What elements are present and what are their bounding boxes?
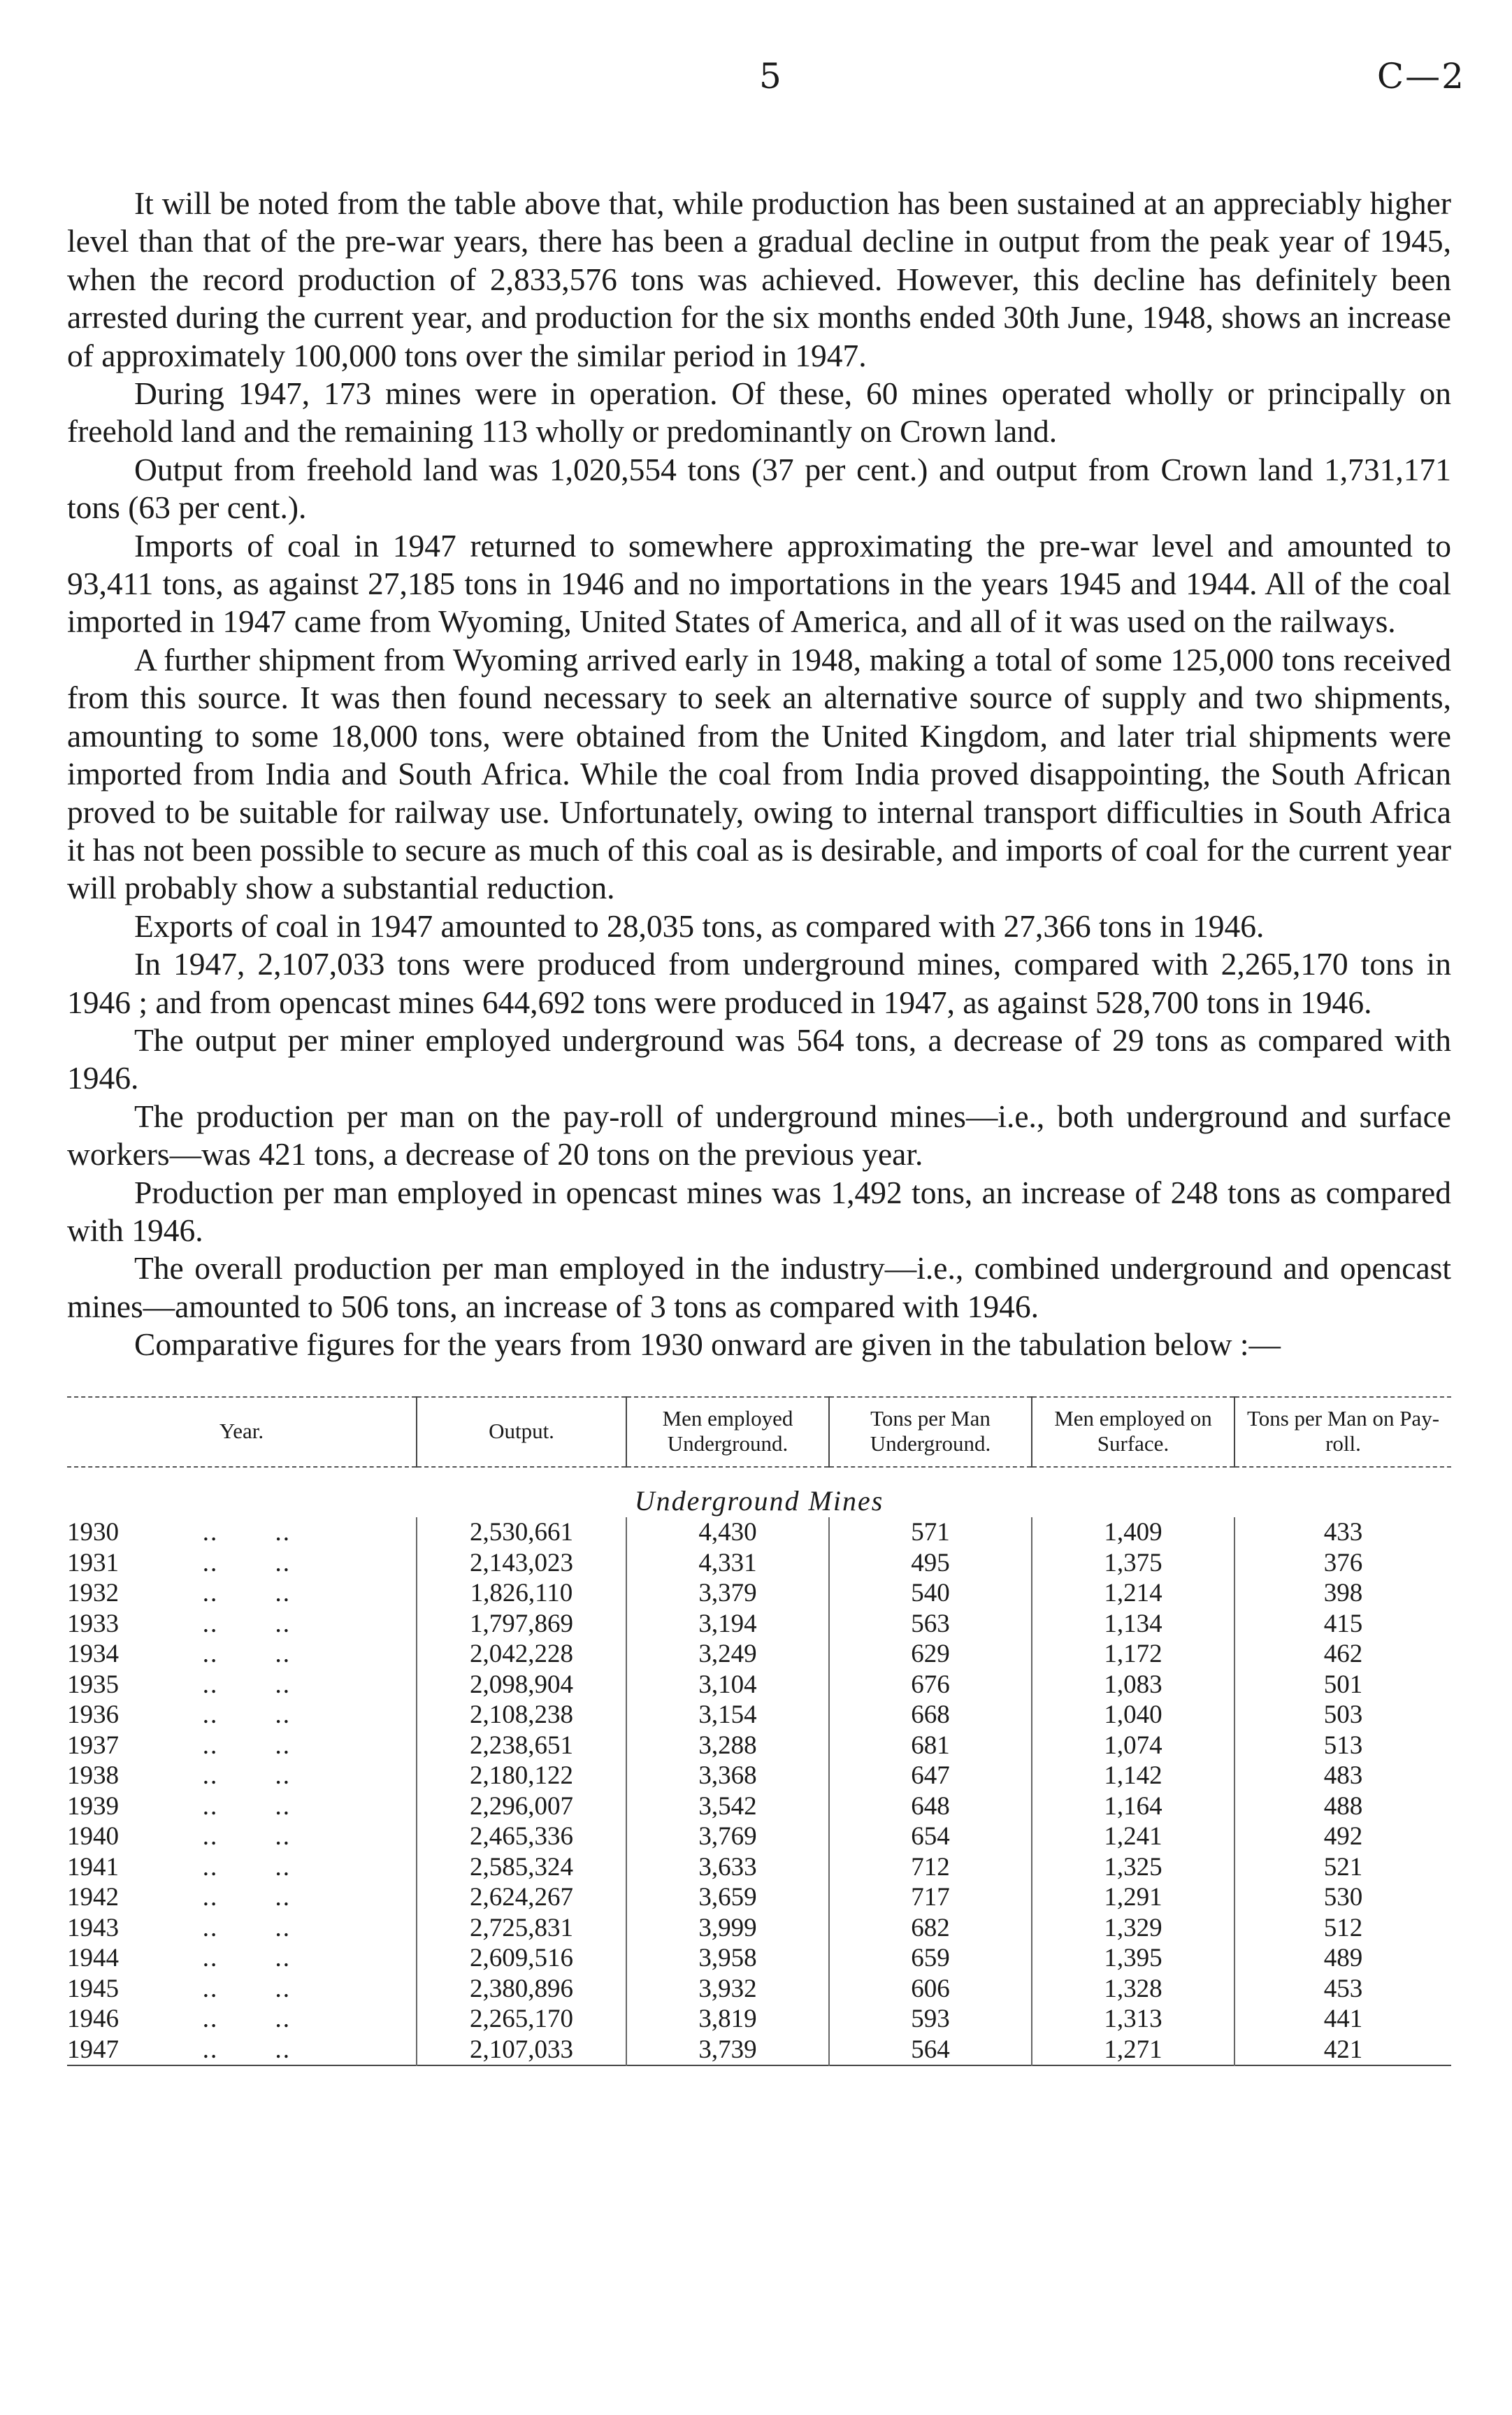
cell-output: 2,042,228 <box>417 1639 626 1670</box>
leader-dots: .. <box>275 1852 291 1882</box>
leader-dots: .. <box>202 1852 219 1882</box>
cell-men-underground: 3,958 <box>626 1943 829 1974</box>
table-row <box>67 1639 1451 1670</box>
leader-dots: .. <box>202 1518 219 1547</box>
page-number: 5 <box>759 56 782 96</box>
cell-tons-underground: 593 <box>829 2004 1032 2035</box>
table-row <box>67 1578 1451 1609</box>
leader-dots: .. <box>275 1730 291 1760</box>
cell-men-underground: 3,154 <box>626 1700 829 1730</box>
body-text <box>67 185 1451 1364</box>
table-row <box>67 1821 1451 1852</box>
cell-men-surface: 1,142 <box>1032 1761 1234 1791</box>
year-value: 1947 <box>67 2035 119 2064</box>
year-value: 1940 <box>67 1822 119 1851</box>
cell-men-underground: 3,542 <box>626 1791 829 1822</box>
cell-tons-underground: 563 <box>829 1609 1032 1640</box>
header-men-underground: Men employed Underground. <box>626 1397 829 1467</box>
leader-dots: .. <box>202 1791 219 1821</box>
cell-output: 2,725,831 <box>417 1913 626 1944</box>
cell-year <box>67 1791 417 1822</box>
cell-year <box>67 1943 417 1974</box>
leader-dots: .. <box>275 1974 291 2003</box>
paragraph: The output per miner employed underground was 564 tons, a decrease of 29 tons as compared with 1946. <box>67 1022 1451 1096</box>
cell-output: 2,143,023 <box>417 1548 626 1579</box>
leader-dots: .. <box>275 2035 291 2064</box>
header-output: Output. <box>417 1397 626 1467</box>
paragraph: During 1947, 173 mines were in operation. Of these, 60 mines operated wholly or principally on freehold land and the remaining 113 wholly or predominantly on Crown land. <box>67 375 1451 450</box>
table-row <box>67 2004 1451 2035</box>
cell-men-surface: 1,409 <box>1032 1517 1234 1548</box>
year-value: 1946 <box>67 2005 119 2034</box>
cell-men-underground: 3,194 <box>626 1609 829 1640</box>
cell-tons-payroll: 376 <box>1234 1548 1451 1579</box>
cell-output: 2,530,661 <box>417 1517 626 1548</box>
section-row <box>67 1467 1451 1518</box>
table-end-rule <box>67 2065 1451 2069</box>
cell-tons-underground: 564 <box>829 2035 1032 2066</box>
cell-men-surface: 1,214 <box>1032 1578 1234 1609</box>
cell-men-surface: 1,040 <box>1032 1700 1234 1730</box>
year-value: 1941 <box>67 1852 119 1882</box>
cell-tons-underground: 659 <box>829 1943 1032 1974</box>
year-value: 1930 <box>67 1518 119 1547</box>
table-row <box>67 1882 1451 1913</box>
table-row <box>67 2035 1451 2066</box>
cell-tons-underground: 717 <box>829 1882 1032 1913</box>
cell-men-underground: 3,739 <box>626 2035 829 2066</box>
cell-men-underground: 3,379 <box>626 1578 829 1609</box>
header-men-surface: Men employed on Surface. <box>1032 1397 1234 1467</box>
table-row <box>67 1700 1451 1730</box>
table-row <box>67 1730 1451 1761</box>
cell-tons-underground: 712 <box>829 1852 1032 1883</box>
cell-tons-payroll: 415 <box>1234 1609 1451 1640</box>
document-page <box>67 42 1465 2069</box>
leader-dots: .. <box>275 1761 291 1791</box>
cell-men-surface: 1,172 <box>1032 1639 1234 1670</box>
cell-output: 1,797,869 <box>417 1609 626 1640</box>
cell-men-surface: 1,074 <box>1032 1730 1234 1761</box>
paragraph: Production per man employed in opencast mines was 1,492 tons, an increase of 248 tons as compared with 1946. <box>67 1174 1451 1248</box>
cell-year <box>67 1548 417 1579</box>
year-value: 1942 <box>67 1883 119 1912</box>
cell-tons-payroll: 483 <box>1234 1761 1451 1791</box>
cell-year <box>67 1517 417 1548</box>
leader-dots: .. <box>275 1791 291 1821</box>
cell-tons-underground: 495 <box>829 1548 1032 1579</box>
table-body <box>67 1467 1451 2070</box>
leader-dots: .. <box>275 1640 291 1669</box>
table-row <box>67 1852 1451 1883</box>
leader-dots: .. <box>202 1883 219 1912</box>
leader-dots: .. <box>202 1579 219 1608</box>
leader-dots: .. <box>202 1609 219 1638</box>
paragraph: In 1947, 2,107,033 tons were produced from underground mines, compared with 2,265,170 tons in 1946 ; and from opencast mines 644,692 tons were produced in 1947, as against 528,700 tons in 1946. <box>67 946 1451 1020</box>
cell-year <box>67 1913 417 1944</box>
cell-output: 1,826,110 <box>417 1578 626 1609</box>
cell-men-underground: 3,249 <box>626 1639 829 1670</box>
statistics-table <box>67 1396 1451 2070</box>
cell-year <box>67 2004 417 2035</box>
cell-output: 2,238,651 <box>417 1730 626 1761</box>
cell-year <box>67 1578 417 1609</box>
leader-dots: .. <box>202 1761 219 1791</box>
cell-year <box>67 1609 417 1640</box>
year-value: 1938 <box>67 1761 119 1791</box>
leader-dots: .. <box>275 1944 291 1973</box>
leader-dots: .. <box>275 1518 291 1547</box>
end-rule-cell <box>67 2065 1451 2069</box>
cell-tons-payroll: 441 <box>1234 2004 1451 2035</box>
cell-output: 2,107,033 <box>417 2035 626 2066</box>
cell-year <box>67 1974 417 2005</box>
leader-dots: .. <box>202 1548 219 1577</box>
cell-year <box>67 1700 417 1730</box>
cell-year <box>67 1761 417 1791</box>
cell-tons-payroll: 501 <box>1234 1670 1451 1700</box>
leader-dots: .. <box>202 2035 219 2064</box>
section-title: Underground Mines <box>634 1484 884 1517</box>
cell-men-underground: 3,999 <box>626 1913 829 1944</box>
cell-year <box>67 1670 417 1700</box>
cell-output: 2,609,516 <box>417 1943 626 1974</box>
table-row <box>67 1943 1451 1974</box>
cell-men-surface: 1,083 <box>1032 1670 1234 1700</box>
cell-tons-underground: 676 <box>829 1670 1032 1700</box>
cell-men-underground: 3,104 <box>626 1670 829 1700</box>
cell-men-surface: 1,241 <box>1032 1821 1234 1852</box>
cell-tons-underground: 654 <box>829 1821 1032 1852</box>
cell-men-surface: 1,325 <box>1032 1852 1234 1883</box>
cell-tons-underground: 668 <box>829 1700 1032 1730</box>
table-header-row <box>67 1397 1451 1467</box>
leader-dots: .. <box>275 1883 291 1912</box>
cell-year <box>67 2035 417 2066</box>
cell-output: 2,585,324 <box>417 1852 626 1883</box>
cell-year <box>67 1730 417 1761</box>
cell-tons-payroll: 421 <box>1234 2035 1451 2066</box>
leader-dots: .. <box>275 1822 291 1851</box>
year-value: 1945 <box>67 1974 119 2003</box>
cell-tons-payroll: 398 <box>1234 1578 1451 1609</box>
page-header <box>67 42 1465 126</box>
cell-output: 2,265,170 <box>417 2004 626 2035</box>
cell-tons-underground: 682 <box>829 1913 1032 1944</box>
cell-tons-underground: 647 <box>829 1761 1032 1791</box>
cell-tons-payroll: 488 <box>1234 1791 1451 1822</box>
leader-dots: .. <box>275 1548 291 1577</box>
leader-dots: .. <box>275 1579 291 1608</box>
header-tons-per-man-payroll: Tons per Man on Pay-roll. <box>1234 1397 1451 1467</box>
year-value: 1944 <box>67 1944 119 1973</box>
leader-dots: .. <box>275 1609 291 1638</box>
leader-dots: .. <box>202 1913 219 1942</box>
paragraph: A further shipment from Wyoming arrived early in 1948, making a total of some 125,000 tons received from this source. It was then found necessary to seek an alternative source of supply and two shipments, amounting to some 18,000 tons, were obtained from the United Kingdom, and later trial shipments were imported from India and South Africa. While the coal from India proved disappointing, the South African proved to be suitable for railway use. Unfortunately, owing to internal transport difficulties in South Africa it has not been possible to secure as much of this coal as is desirable, and imports of coal for the current year will probably show a substantial reduction. <box>67 641 1451 906</box>
table-row <box>67 1548 1451 1579</box>
leader-dots: .. <box>275 1700 291 1730</box>
year-value: 1943 <box>67 1913 119 1942</box>
cell-tons-underground: 629 <box>829 1639 1032 1670</box>
leader-dots: .. <box>202 1700 219 1730</box>
leader-dots: .. <box>202 1944 219 1973</box>
cell-men-surface: 1,329 <box>1032 1913 1234 1944</box>
table-row <box>67 1609 1451 1640</box>
document-code: C—2 <box>1376 56 1465 96</box>
cell-men-underground: 3,932 <box>626 1974 829 2005</box>
cell-tons-payroll: 433 <box>1234 1517 1451 1548</box>
cell-men-surface: 1,313 <box>1032 2004 1234 2035</box>
cell-men-surface: 1,164 <box>1032 1791 1234 1822</box>
cell-tons-payroll: 453 <box>1234 1974 1451 2005</box>
cell-men-underground: 3,368 <box>626 1761 829 1791</box>
table-row <box>67 1517 1451 1548</box>
leader-dots: .. <box>202 1640 219 1669</box>
leader-dots: .. <box>202 2005 219 2034</box>
year-value: 1931 <box>67 1548 119 1577</box>
cell-year <box>67 1882 417 1913</box>
cell-men-underground: 4,331 <box>626 1548 829 1579</box>
year-value: 1936 <box>67 1700 119 1730</box>
cell-output: 2,108,238 <box>417 1700 626 1730</box>
cell-tons-underground: 606 <box>829 1974 1032 2005</box>
cell-men-surface: 1,134 <box>1032 1609 1234 1640</box>
cell-year <box>67 1821 417 1852</box>
cell-output: 2,098,904 <box>417 1670 626 1700</box>
cell-tons-payroll: 492 <box>1234 1821 1451 1852</box>
leader-dots: .. <box>275 1670 291 1699</box>
cell-tons-underground: 681 <box>829 1730 1032 1761</box>
year-value: 1933 <box>67 1609 119 1638</box>
cell-year <box>67 1639 417 1670</box>
cell-tons-payroll: 462 <box>1234 1639 1451 1670</box>
paragraph: The production per man on the pay-roll of underground mines—i.e., both underground and surface workers—was 421 tons, a decrease of 20 tons on the previous year. <box>67 1098 1451 1173</box>
paragraph: Exports of coal in 1947 amounted to 28,035 tons, as compared with 27,366 tons in 1946. <box>134 908 1265 944</box>
cell-men-underground: 3,769 <box>626 1821 829 1852</box>
table-row <box>67 1974 1451 2005</box>
cell-tons-payroll: 503 <box>1234 1700 1451 1730</box>
leader-dots: .. <box>275 1913 291 1942</box>
cell-tons-payroll: 512 <box>1234 1913 1451 1944</box>
cell-men-surface: 1,271 <box>1032 2035 1234 2066</box>
cell-men-underground: 3,288 <box>626 1730 829 1761</box>
leader-dots: .. <box>202 1730 219 1760</box>
leader-dots: .. <box>202 1670 219 1699</box>
cell-output: 2,380,896 <box>417 1974 626 2005</box>
cell-tons-payroll: 530 <box>1234 1882 1451 1913</box>
leader-dots: .. <box>275 2005 291 2034</box>
year-value: 1939 <box>67 1791 119 1821</box>
table-row <box>67 1670 1451 1700</box>
cell-men-underground: 3,819 <box>626 2004 829 2035</box>
cell-men-surface: 1,375 <box>1032 1548 1234 1579</box>
year-value: 1932 <box>67 1579 119 1608</box>
cell-men-surface: 1,395 <box>1032 1943 1234 1974</box>
cell-year <box>67 1852 417 1883</box>
header-year: Year. <box>67 1397 417 1467</box>
cell-tons-payroll: 513 <box>1234 1730 1451 1761</box>
cell-men-underground: 3,659 <box>626 1882 829 1913</box>
table-row <box>67 1791 1451 1822</box>
year-value: 1935 <box>67 1670 119 1699</box>
coal-production-table <box>67 1396 1451 2070</box>
paragraph: It will be noted from the table above that, while production has been sustained at an appreciably higher level than that of the pre-war years, there has been a gradual decline in output from the peak year of 1945, when the record production of 2,833,576 tons was achieved. However, this decline has definitely been arrested during the current year, and production for the six months ended 30th June, 1948, shows an increase of approximately 100,000 tons over the similar period in 1947. <box>67 185 1451 373</box>
cell-tons-payroll: 521 <box>1234 1852 1451 1883</box>
table-row <box>67 1913 1451 1944</box>
cell-output: 2,180,122 <box>417 1761 626 1791</box>
cell-men-surface: 1,291 <box>1032 1882 1234 1913</box>
cell-men-underground: 4,430 <box>626 1517 829 1548</box>
paragraph: The overall production per man employed in the industry—i.e., combined underground and opencast mines—amounted to 506 tons, an increase of 3 tons as compared with 1946. <box>67 1250 1451 1324</box>
paragraph: Imports of coal in 1947 returned to somewhere approximating the pre-war level and amounted to 93,411 tons, as against 27,185 tons in 1946 and no importations in the years 1945 and 1944. All of the coal imported in 1947 came from Wyoming, United States of America, and all of it was used on the railways. <box>67 527 1451 640</box>
cell-men-underground: 3,633 <box>626 1852 829 1883</box>
cell-output: 2,624,267 <box>417 1882 626 1913</box>
cell-output: 2,465,336 <box>417 1821 626 1852</box>
cell-tons-underground: 571 <box>829 1517 1032 1548</box>
paragraph: Output from freehold land was 1,020,554 tons (37 per cent.) and output from Crown land 1,731,171 tons (63 per cent.). <box>67 451 1451 526</box>
header-tons-per-man-underground: Tons per Man Underground. <box>829 1397 1032 1467</box>
leader-dots: .. <box>202 1822 219 1851</box>
cell-output: 2,296,007 <box>417 1791 626 1822</box>
cell-tons-underground: 648 <box>829 1791 1032 1822</box>
year-value: 1937 <box>67 1730 119 1760</box>
cell-tons-underground: 540 <box>829 1578 1032 1609</box>
leader-dots: .. <box>202 1974 219 2003</box>
table-row <box>67 1761 1451 1791</box>
paragraph: Comparative figures for the years from 1930 onward are given in the tabulation below :— <box>134 1326 1281 1363</box>
cell-men-surface: 1,328 <box>1032 1974 1234 2005</box>
cell-tons-payroll: 489 <box>1234 1943 1451 1974</box>
year-value: 1934 <box>67 1640 119 1669</box>
